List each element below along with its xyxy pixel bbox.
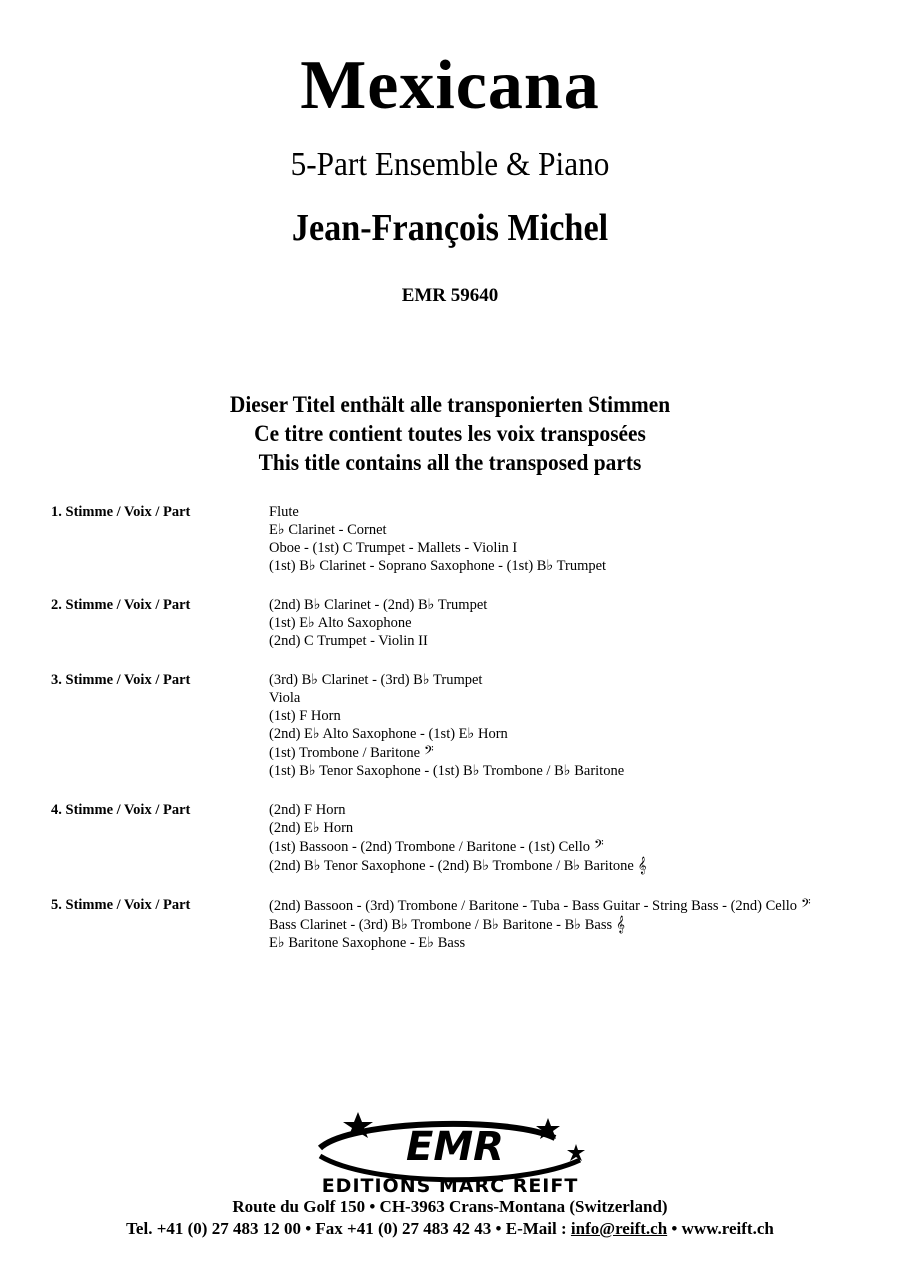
- instrument-text: E♭ Baritone Saxophone - E♭ Bass: [269, 935, 466, 951]
- instrument-text: (2nd) F Horn: [269, 802, 346, 818]
- instrument-line: [269, 762, 624, 780]
- catalog-number: EMR 59640: [401, 285, 499, 306]
- instrument-line: [269, 632, 487, 650]
- instrument-text: E♭ Clarinet - Cornet: [269, 522, 387, 538]
- publisher-address: Route du Golf 150 • CH-3963 Crans-Montana (Switzerland): [232, 1197, 668, 1216]
- parts-list: [51, 503, 871, 973]
- instrument-text: (1st) E♭ Alto Saxophone: [269, 615, 412, 631]
- instrument-text: Viola: [269, 690, 301, 706]
- logo-text: EMR: [406, 1124, 504, 1170]
- instrument-text: (2nd) C Trumpet - Violin II: [269, 633, 428, 649]
- treble-clef-icon: 𝄞: [616, 915, 626, 933]
- emr-logo: [280, 1108, 620, 1196]
- instrument-line: [269, 915, 811, 934]
- instrument-line: [269, 743, 624, 762]
- part-label: 1. Stimme / Voix / Part: [51, 504, 191, 520]
- notice-english: This title contains all the transposed parts: [258, 450, 642, 475]
- instrument-text: (2nd) E♭ Horn: [269, 820, 354, 836]
- instrument-line: [269, 689, 624, 707]
- instrument-line: [269, 671, 624, 689]
- instrument-line: [269, 707, 624, 725]
- part-instruments: [269, 801, 647, 875]
- part-entry: [51, 801, 871, 875]
- instrument-line: [269, 819, 647, 837]
- instrument-line: [269, 614, 487, 632]
- instrument-line: [269, 557, 606, 575]
- instrument-text: (1st) Bassoon - (2nd) Trombone / Baritone - (1st) Cello: [269, 839, 590, 855]
- composer-name: Jean-François Michel: [291, 207, 609, 249]
- instrument-line: [269, 856, 647, 875]
- email-link[interactable]: info@reift.ch: [570, 1219, 668, 1238]
- part-instruments: [269, 896, 811, 952]
- part-instruments: [269, 596, 487, 650]
- instrument-line: [269, 801, 647, 819]
- instrument-text: Flute: [269, 504, 299, 520]
- instrument-line: [269, 503, 606, 521]
- contact-website: • www.reift.ch: [667, 1219, 774, 1238]
- part-entry: [51, 503, 871, 575]
- part-label: 5. Stimme / Voix / Part: [51, 897, 191, 913]
- instrument-text: (1st) F Horn: [269, 708, 341, 724]
- instrument-text: (2nd) B♭ Tenor Saxophone - (2nd) B♭ Trombone / B♭ Baritone: [269, 858, 634, 874]
- instrument-text: (2nd) E♭ Alto Saxophone - (1st) E♭ Horn: [269, 726, 508, 742]
- transposed-parts-notice: [0, 390, 900, 477]
- instrument-text: (2nd) B♭ Clarinet - (2nd) B♭ Trumpet: [269, 597, 488, 613]
- part-label: 4. Stimme / Voix / Part: [51, 802, 191, 818]
- instrument-text: (1st) B♭ Clarinet - Soprano Saxophone - (1st) B♭ Trumpet: [269, 558, 607, 574]
- instrument-text: Oboe - (1st) C Trumpet - Mallets - Violin I: [269, 540, 518, 556]
- score-subtitle: 5-Part Ensemble & Piano: [290, 146, 610, 183]
- bass-clef-icon: 𝄢: [801, 896, 811, 914]
- instrument-line: [269, 596, 487, 614]
- part-entry: [51, 671, 871, 780]
- instrument-line: [269, 521, 606, 539]
- instrument-line: [269, 539, 606, 557]
- notice-german: Dieser Titel enthält alle transponierten Stimmen: [229, 392, 671, 417]
- instrument-text: (1st) Trombone / Baritone: [269, 745, 421, 761]
- instrument-text: Bass Clarinet - (3rd) B♭ Trombone / B♭ Baritone - B♭ Bass: [269, 917, 613, 933]
- part-entry: [51, 896, 871, 952]
- score-title: Mexicana: [300, 47, 600, 124]
- instrument-text: (3rd) B♭ Clarinet - (3rd) B♭ Trumpet: [269, 672, 483, 688]
- part-instruments: [269, 671, 624, 780]
- part-entry: [51, 596, 871, 650]
- instrument-line: [269, 837, 647, 856]
- part-label: 3. Stimme / Voix / Part: [51, 672, 191, 688]
- publisher-contact: [0, 1219, 900, 1239]
- part-instruments: [269, 503, 606, 575]
- star-icon: [567, 1144, 585, 1161]
- instrument-line: [269, 725, 624, 743]
- treble-clef-icon: 𝄞: [637, 856, 647, 874]
- instrument-line: [269, 896, 811, 915]
- instrument-text: (2nd) Bassoon - (3rd) Trombone / Baritone - Tuba - Bass Guitar - String Bass - (2nd) Cello: [269, 898, 798, 914]
- contact-phone-fax: Tel. +41 (0) 27 483 12 00 • Fax +41 (0) 27 483 42 43 • E-Mail :: [126, 1219, 571, 1238]
- instrument-text: (1st) B♭ Tenor Saxophone - (1st) B♭ Trombone / B♭ Baritone: [269, 763, 625, 779]
- bass-clef-icon: 𝄢: [424, 743, 434, 761]
- instrument-line: [269, 934, 811, 952]
- publisher-footer: [0, 1108, 900, 1196]
- notice-french: Ce titre contient toutes les voix transposées: [254, 421, 646, 446]
- bass-clef-icon: 𝄢: [594, 837, 604, 855]
- publisher-name: EDITIONS MARC REIFT: [321, 1175, 579, 1196]
- part-label: 2. Stimme / Voix / Part: [51, 597, 191, 613]
